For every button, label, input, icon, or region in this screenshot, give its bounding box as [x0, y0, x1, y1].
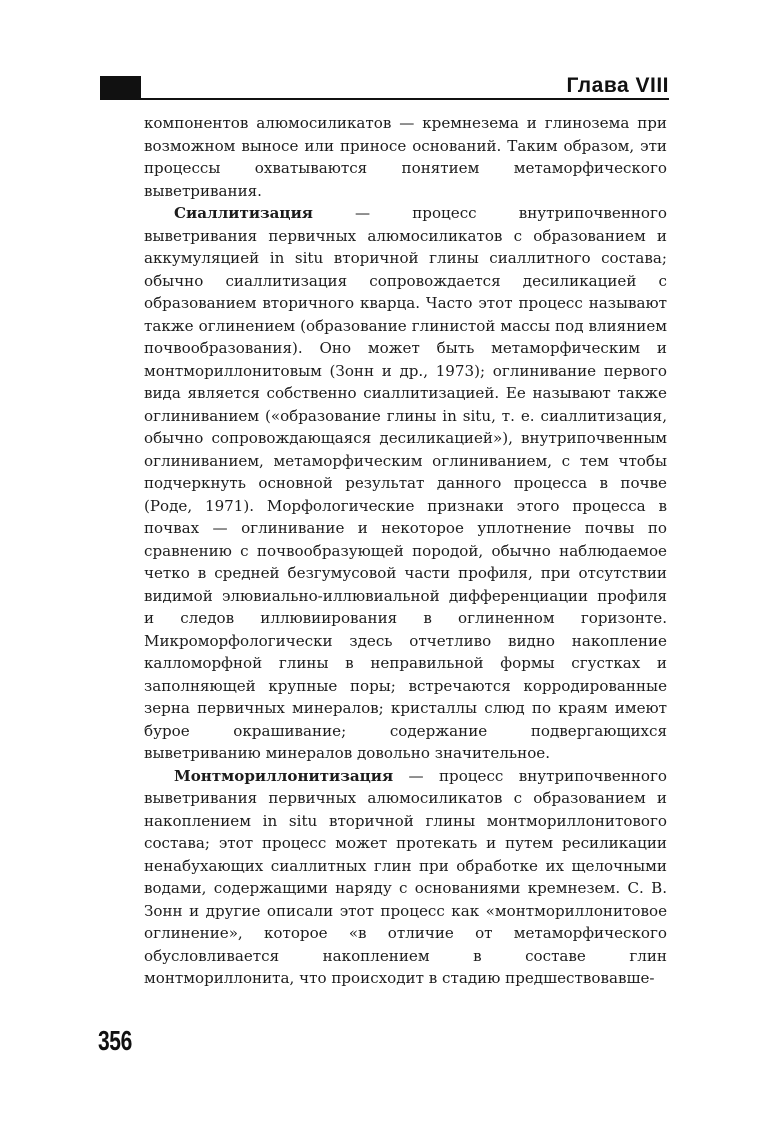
page-number: 356 [98, 1025, 132, 1056]
chapter-title: Глава VIII [566, 74, 669, 97]
paragraph-2-text: — процесс внутрипочвенного выветривания первичных алюмосиликатов с образованием и аккумуляцией in situ вторичной глины сиаллитного состава; обычно сиаллитизация сопровождается десиликацией с образованием вторичного кварца. Часто этот процесс называют также оглинением (образование глинистой массы под влиянием почвообразования). Оно может быть метаморфическим и монтмориллонитовым (Зонн и др., 1973); оглинивание первого вида является собственно сиаллитизацией. Ее называют также оглиниванием («образование глины in situ, т. е. сиаллитизация, обычно сопровождающаяся десиликацией»), внутрипочвенным оглиниванием, метаморфическим оглиниванием, с тем чтобы подчеркнуть основной результат данного процесса в почве (Роде, 1971). Морфологические признаки этого процесса в почвах — оглинивание и некоторое уплотнение почвы по сравнению с почвообразующей породой, обычно наблюдаемое четко в средней безгумусовой части профиля, при отсутствии видимой элювиально-иллювиальной дифференциации профиля и следов иллювиирования в оглиненном горизонте. Микроморфологически здесь отчетливо видно накопление калломорфной глины в неправильной формы сгустках и заполняющей крупные поры; встречаются корродированные зерна первичных минералов; кристаллы слюд по краям имеют бурое окрашивание; содержание подвергающихся выветриванию минералов довольно значительное. [144, 204, 667, 762]
paragraph-3-text: — процесс внутрипочвенного выветривания первичных алюмосиликатов с образованием и накоплением in situ вторичной глины монтмориллонитового состава; этот процесс может протекать и путем ресиликации ненабухающих сиаллитных глин при обработке их щелочными водами, содержащими наряду с основаниями кремнезем. С. В. Зонн и другие описали этот процесс как «монтмориллонитовое оглинение», которое «в отличие от метаморфического обусловливается накоплением в составе глин монтмориллонита, что происходит в стадию предшествовавше- [144, 766, 667, 987]
paragraph-3 [144, 765, 667, 990]
chapter-marker-block [100, 76, 141, 98]
paragraph-2 [144, 202, 667, 765]
paragraph-1 [144, 112, 667, 202]
paragraph-1-text: компонентов алюмосиликатов — кремнезема и глинозема при возможном выносе или приносе оснований. Таким образом, эти процессы охватываются понятием метаморфического выветривания. [144, 114, 667, 200]
header-rule [100, 98, 669, 100]
term-siallitization: Сиаллитизация [174, 204, 313, 222]
body-text [144, 112, 667, 990]
term-montmorillonitization: Монтмориллонитизация [174, 766, 394, 785]
